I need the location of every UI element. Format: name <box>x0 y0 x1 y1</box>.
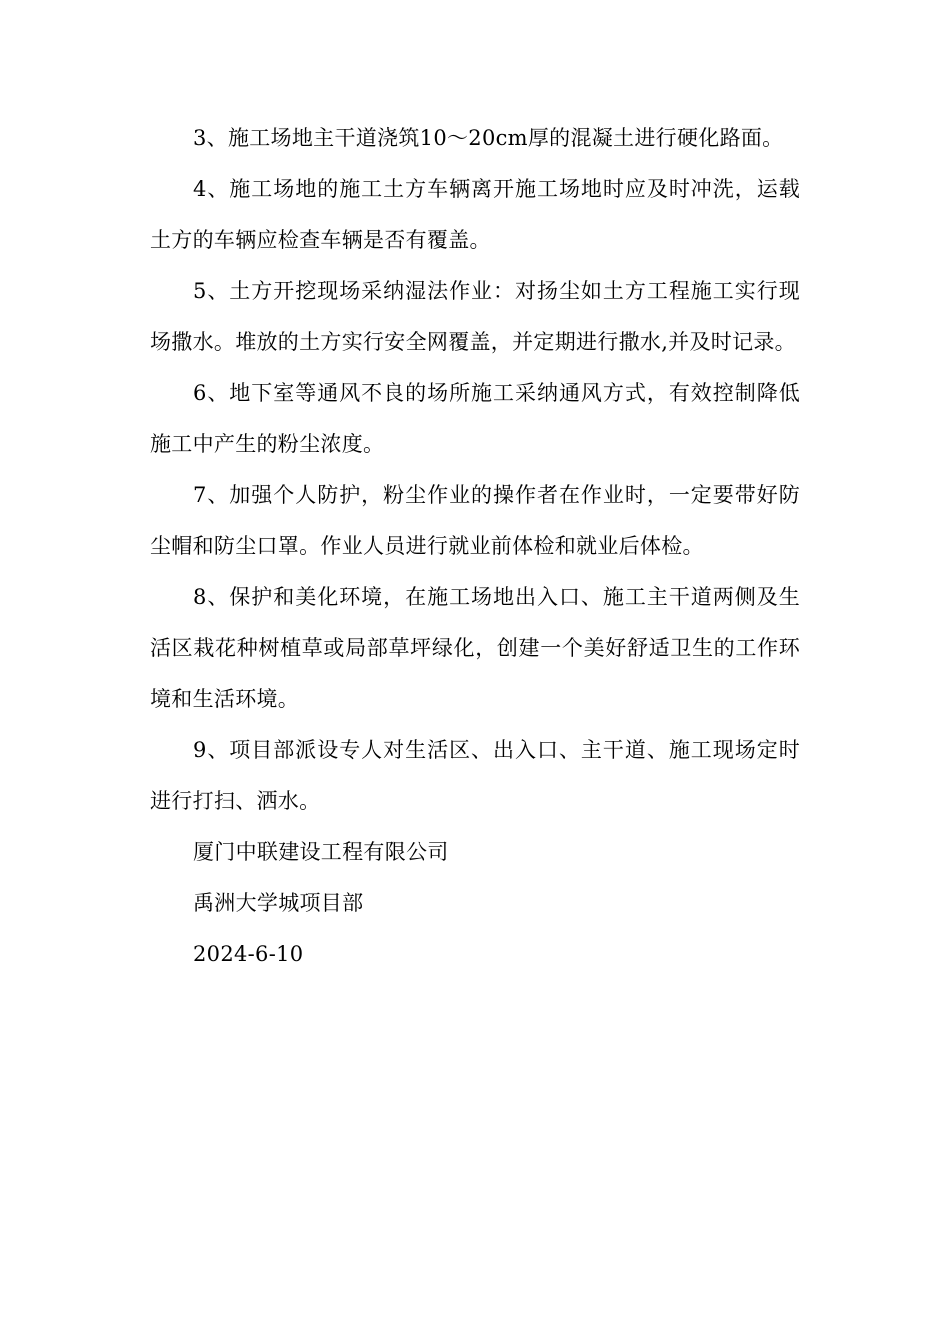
paragraph-6: 6、地下室等通风不良的场所施工采纳通风方式，有效控制降低施工中产生的粉尘浓度。 <box>150 381 800 456</box>
signature-company: 厦门中联建设工程有限公司 <box>193 840 449 864</box>
signature-date: 2024-6-10 <box>193 942 304 966</box>
paragraph-8: 8、保护和美化环境，在施工场地出入口、施工主干道两侧及生活区栽花种树植草或局部草坪绿化，创建一个美好舒适卫生的工作环境和生活环境。 <box>150 585 800 711</box>
paragraph-7: 7、加强个人防护，粉尘作业的操作者在作业时，一定要带好防尘帽和防尘口罩。作业人员进行就业前体检和就业后体检。 <box>150 483 800 558</box>
paragraph-4: 4、施工场地的施工土方车辆离开施工场地时应及时冲洗，运载土方的车辆应检查车辆是否有覆盖。 <box>150 177 800 252</box>
paragraph-9: 9、项目部派设专人对生活区、出入口、主干道、施工现场定时进行打扫、洒水。 <box>150 738 800 813</box>
document-body <box>150 113 800 980</box>
paragraph-3: 3、施工场地主干道浇筑10～20cm厚的混凝土进行硬化路面。 <box>193 126 784 150</box>
signature-department: 禹洲大学城项目部 <box>193 891 364 915</box>
paragraph-5: 5、土方开挖现场采纳湿法作业：对扬尘如土方工程施工实行现场撒水。堆放的土方实行安全网覆盖，并定期进行撒水,并及时记录。 <box>150 279 800 354</box>
